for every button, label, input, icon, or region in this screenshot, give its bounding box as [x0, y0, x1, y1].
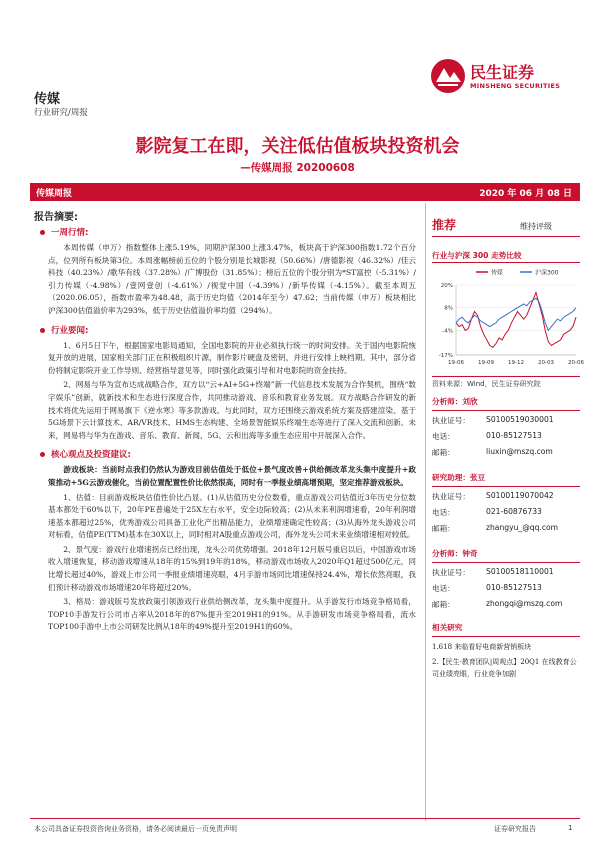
- title-band: [30, 183, 580, 201]
- rule: [432, 636, 580, 637]
- rule: [432, 376, 580, 377]
- y-tick-label: 20%: [440, 283, 453, 289]
- rule: [432, 410, 580, 411]
- mail-link[interactable]: zhangyu_@qq.com: [486, 523, 559, 532]
- paragraph: 3、格局：游戏版号发放政策引领游戏行业供给侧改革，龙头集中度提升。从手游发行市场竞争格局看，TOP10手游发行公司市占率从2018年的87%提升至2019H1的91%。从手游研发市场竞争格局看，流水TOP100手游中上市公司研发比例从18年的49%提升至2019H1的60%。: [48, 597, 416, 632]
- footer-rule: [30, 818, 580, 819]
- chart-source: 资料来源：Wind，民生证券研究院: [432, 380, 541, 388]
- paragraph: 1、6月5日下午，根据国家电影局通知，全国电影院的开业必须执行统一的时间安排。关于国内电影院恢复开放的进展，国家相关部门正在积极组织片源，制作影片硬盘及密钥，并进行安排上映档期。其中，部分省份将制定影院开业工作导则、经营指导意见等，同时强化政策引导和对电影院的资金扶持。: [48, 340, 416, 375]
- bullet-icon: [40, 452, 45, 457]
- company-logo: [430, 58, 570, 98]
- rule: [432, 236, 580, 237]
- section-heading-views: 核心观点及投资建议:: [40, 448, 416, 460]
- cert-label: 执业证号：: [432, 568, 470, 577]
- logo-text: 民生证券: [470, 63, 535, 82]
- report-subtitle: —传媒周报 20200608: [240, 162, 355, 174]
- analyst-block: [432, 548, 580, 615]
- mail-label: 邮箱：: [432, 524, 455, 533]
- x-tick-label: 19-12: [508, 360, 524, 366]
- cert-label: 执业证号：: [432, 492, 470, 501]
- tel-label: 电话：: [432, 432, 455, 441]
- section-heading-news: 行业要闻:: [40, 324, 416, 336]
- analyst-heading: 分析师：钟奇: [432, 549, 478, 558]
- series-line-0: [456, 293, 576, 348]
- cert-label: 执业证号：: [432, 416, 470, 425]
- paragraph: 2、景气度：游戏行业增速拐点已经出现，龙头公司优势增强。2018年12月版号重启以后，中国游戏市场收入增速恢复，移动游戏增速从18年的15%到19年的18%，移动游戏市场收入2020年Q1超过500亿元，同比增长超过40%，游戏上市公司一季报业绩增速亮眼，4月手游市场同比增速保持24.4%，增长依然亮眼，我们预计移动游戏市场增速20年将超过20%。: [48, 544, 416, 592]
- paragraph: 2、网易与华为宣布达成战略合作，双方以“云+AI+5G+终端”新一代信息技术发展为合作契机，围绕“数字娱乐”创新，就新技术和生态进行深度合作，共同推动游戏、音乐和教育业务发展。双方战略合作研发的新技术将优先运用于网易旗下《逆水寒》等多款游戏。与此同时，双方还围绕云游戏系统方案及搭建渲染、基于5G场景下云计算技术、AR/VR技术、HMS生态构建、全场景智能娱乐终端生态等进行了深入交流和创新。未来，网易将与华为在游戏、音乐、教育、新闻、5G、云和出海等多重生态应用中开展深入合作。: [48, 380, 416, 440]
- tel-label: 电话：: [432, 584, 455, 593]
- paragraph: 1、估值：目前游戏板块估值性价比凸显。(1)从估值历史分位数看，重点游戏公司估值近3年历史分位数基本都处于60%以下，20年PE普遍处于25X左右水平，安全边际较高；(2)从未来利润增速看，20年利润增速基本都超过25%，优秀游戏公司具备工业化产出精品能力，业绩增速确定性较高；(3)从海外龙头游戏公司对标看，估值PE(TTM)基本在30X以上，同时相对A股重点游戏公司，海外龙头公司未来业绩增速相对较低。: [48, 492, 416, 540]
- y-tick-label: 8%: [444, 305, 453, 312]
- related-item[interactable]: 1.618 来临看好电商新营销板块: [432, 643, 532, 651]
- mail-label: 邮箱：: [432, 600, 455, 609]
- tel-number: 021-60876733: [486, 507, 542, 516]
- footer-label: 证券研究报告: [494, 825, 536, 833]
- chart-title: 行业与沪深 300 走势比较: [432, 251, 522, 260]
- analyst-heading: 分析师：刘欣: [432, 397, 478, 406]
- x-tick-label: 19-09: [478, 360, 494, 366]
- trend-chart: [432, 265, 584, 375]
- bullet-icon: [40, 328, 45, 333]
- logo-mark-icon: [430, 58, 466, 94]
- rating-value: 维持评级: [520, 222, 552, 231]
- cert-number: S0100518110001: [486, 567, 554, 576]
- legend-label: 传媒: [491, 269, 504, 277]
- y-tick-label: -17%: [438, 353, 453, 359]
- rule: [432, 486, 580, 487]
- tel-label: 电话：: [432, 508, 455, 517]
- report-title: 影院复工在即，关注低估值板块投资机会: [135, 136, 460, 157]
- paragraph: 本周传媒（申万）指数整体上涨5.19%，同期沪深300上涨3.47%，板块高于沪深300指数1.72个百分点，位列所有板块第3位。本周涨幅榜前五位的个股分别是长城影视（50.66%）/唐德影视（46.32%）/佳云科技（40.23%）/歌华有线（37.28%）/广博股份（31.85%）；榜后五位的个股分别为*ST富控（-5.31%）/引力传媒（-4.98%）/壹网壹创（-4.61%）/视觉中国（-4.39%）/新华传媒（-4.15%）。截至本周五（2020.06.05），指数市盈率为48.48，高于历史均值（2014年至今）47.62；当前传媒（申万）板块相比沪深300估值溢价率为293%，低于历史估值溢价率均值（294%）。: [48, 243, 416, 315]
- legend-label: 沪深300: [535, 269, 559, 277]
- related-research: [432, 622, 580, 680]
- analyst-heading: 研究助理：张豆: [432, 473, 486, 482]
- report-type: 行业研究/周报: [34, 108, 88, 118]
- bullet-icon: [40, 230, 45, 235]
- x-tick-label: 20-06: [568, 360, 584, 366]
- cert-number: S0100519030001: [486, 415, 554, 424]
- paragraph: 游戏板块：当前时点我们仍然认为游戏目前估值处于低位+景气度改善+供给侧改革龙头集中度提升+政策推动+5G云游戏催化，当前位置配置性价比依然很高，同时有一季报业绩高增预期，坚定推荐游戏板块。: [48, 465, 416, 487]
- tel-number: 010-85127513: [486, 583, 542, 592]
- column-divider: [425, 203, 426, 821]
- rating-heading: 推荐: [432, 218, 457, 232]
- x-tick-label: 20-03: [538, 360, 554, 366]
- related-heading: 相关研究: [432, 623, 463, 632]
- summary-heading: 报告摘要:: [34, 212, 78, 223]
- page-number: 1: [568, 824, 573, 832]
- cert-number: S0100119070042: [486, 491, 554, 500]
- analyst-block: [432, 472, 580, 539]
- mail-link[interactable]: zhongqi@mszq.com: [486, 599, 563, 608]
- mail-link[interactable]: liuxin@mszq.com: [486, 447, 553, 456]
- rule: [432, 562, 580, 563]
- band-date: 2020 年 06 月 08 日: [479, 189, 572, 199]
- footer-disclaimer: 本公司具备证券投资咨询业务资格，请务必阅读最后一页免责声明: [34, 825, 237, 833]
- main-column: [40, 226, 416, 634]
- related-item[interactable]: 2.【民生·教育团队|周观点】20Q1 在线教育公司业绩亮眼，行业竞争加剧: [432, 658, 577, 678]
- tel-number: 010-85127513: [486, 431, 542, 440]
- mail-label: 邮箱：: [432, 448, 455, 457]
- x-tick-label: 19-06: [448, 360, 464, 366]
- logo-text-en: MINSHENG SECURITIES: [470, 82, 561, 90]
- section-heading-market: 一周行情:: [40, 226, 416, 238]
- rule: [432, 262, 580, 263]
- analyst-block: [432, 396, 580, 463]
- sector-name: 传媒: [34, 92, 61, 107]
- band-report-name: 传媒周报: [36, 189, 73, 199]
- y-tick-label: -4%: [442, 328, 453, 335]
